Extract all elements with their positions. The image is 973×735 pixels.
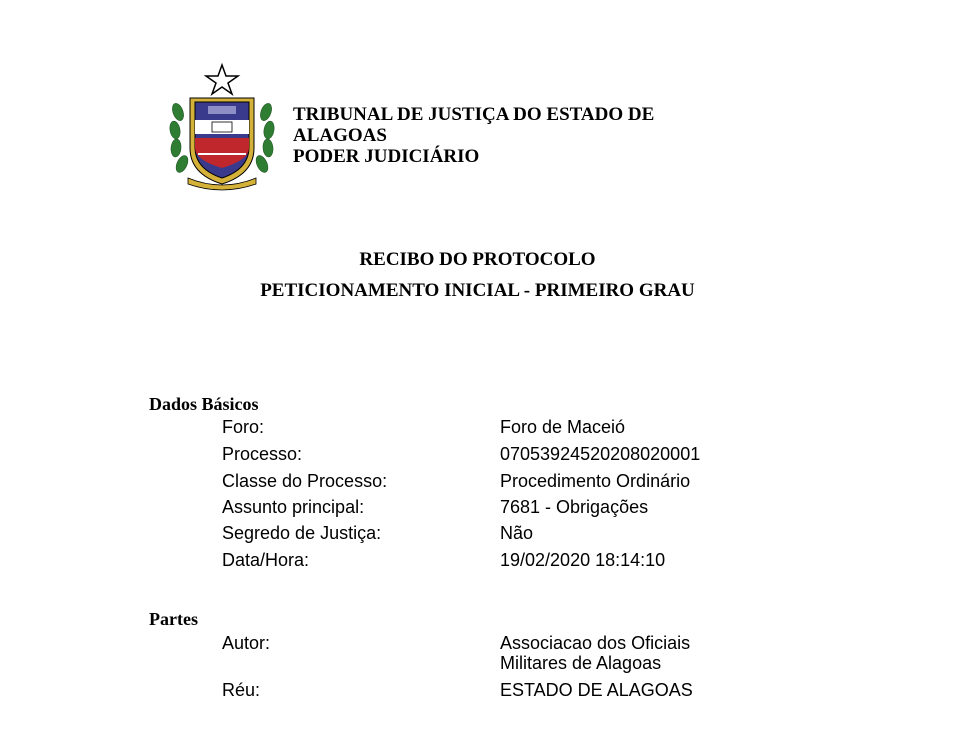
party-value-reu: ESTADO DE ALAGOAS [500, 680, 693, 700]
receipt-title: RECIBO DO PROTOCOLO [359, 249, 596, 270]
court-name-line-1: TRIBUNAL DE JUSTIÇA DO ESTADO DE [293, 104, 655, 125]
field-value-classe: Procedimento Ordinário [500, 471, 691, 491]
field-value-processo: 07053924520208020001 [500, 444, 701, 464]
field-value-data-hora: 19/02/2020 18:14:10 [500, 550, 666, 570]
field-value-foro: Foro de Maceió [500, 417, 626, 437]
field-label-foro: Foro: [222, 417, 265, 437]
court-name-line-2: ALAGOAS [293, 125, 387, 146]
field-value-assunto: 7681 - Obrigações [500, 497, 649, 517]
party-label-autor: Autor: [222, 633, 271, 653]
dados-basicos-heading: Dados Básicos [149, 394, 259, 414]
field-value-segredo: Não [500, 523, 534, 543]
field-label-classe: Classe do Processo: [222, 471, 388, 491]
party-value-autor-line-2: Militares de Alagoas [500, 653, 662, 673]
field-label-segredo: Segredo de Justiça: [222, 523, 382, 543]
alagoas-coat-of-arms-icon [168, 62, 276, 194]
field-label-assunto: Assunto principal: [222, 497, 365, 517]
partes-heading: Partes [149, 609, 198, 629]
receipt-subtitle: PETICIONAMENTO INICIAL - PRIMEIRO GRAU [260, 280, 695, 301]
field-label-processo: Processo: [222, 444, 303, 464]
party-label-reu: Réu: [222, 680, 261, 700]
court-header [293, 104, 654, 167]
field-label-data-hora: Data/Hora: [222, 550, 310, 570]
party-value-autor-line-1: Associacao dos Oficiais [500, 633, 691, 653]
court-name-line-3: PODER JUDICIÁRIO [293, 146, 480, 167]
